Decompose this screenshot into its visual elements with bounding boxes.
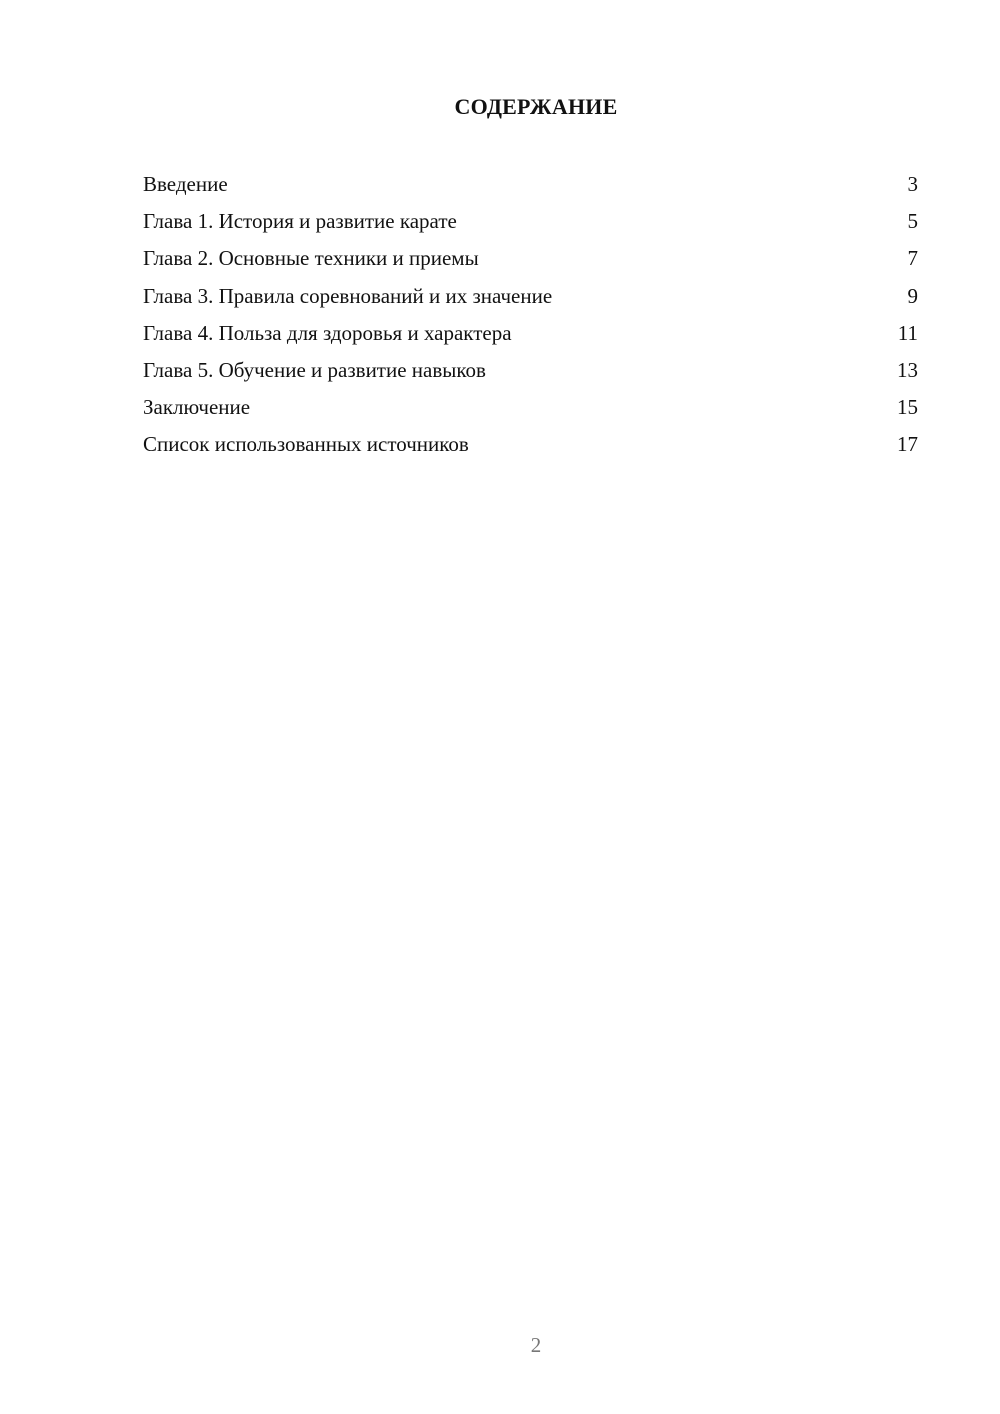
table-of-contents: [143, 168, 918, 466]
toc-entry-page: 11: [897, 320, 918, 345]
toc-entry-page: 3: [907, 172, 918, 196]
toc-entry-title: Глава 3. Правила соревнований и их значение: [143, 283, 553, 308]
toc-entry-introduction[interactable]: [143, 168, 918, 205]
toc-entry-page: 17: [897, 432, 918, 457]
toc-entry-page: 13: [897, 357, 918, 382]
toc-entry-page: 9: [907, 283, 918, 308]
toc-entry-page: 7: [907, 246, 918, 271]
toc-entry-title: Глава 5. Обучение и развитие навыков: [143, 357, 486, 382]
toc-entry-chapter-4[interactable]: [143, 317, 918, 354]
toc-entry-title: Заключение: [143, 395, 251, 420]
toc-entry-page: 15: [897, 395, 918, 420]
toc-entry-title: Глава 4. Польза для здоровья и характера: [143, 320, 512, 345]
toc-entry-chapter-1[interactable]: [143, 205, 918, 242]
toc-entry-chapter-3[interactable]: [143, 280, 918, 317]
toc-entry-title: Глава 1. История и развитие карате: [143, 209, 457, 234]
page-number: 2: [530, 1333, 542, 1357]
toc-entry-page: 5: [907, 209, 918, 234]
toc-entry-title: Список использованных источников: [143, 432, 469, 457]
toc-entry-chapter-5[interactable]: [143, 354, 918, 391]
page-title: СОДЕРЖАНИЕ: [454, 94, 618, 119]
toc-entry-conclusion[interactable]: [143, 391, 918, 428]
toc-entry-title: Введение: [143, 172, 228, 196]
toc-entry-title: Глава 2. Основные техники и приемы: [143, 246, 479, 271]
toc-entry-chapter-2[interactable]: [143, 242, 918, 279]
toc-entry-references[interactable]: [143, 428, 918, 465]
